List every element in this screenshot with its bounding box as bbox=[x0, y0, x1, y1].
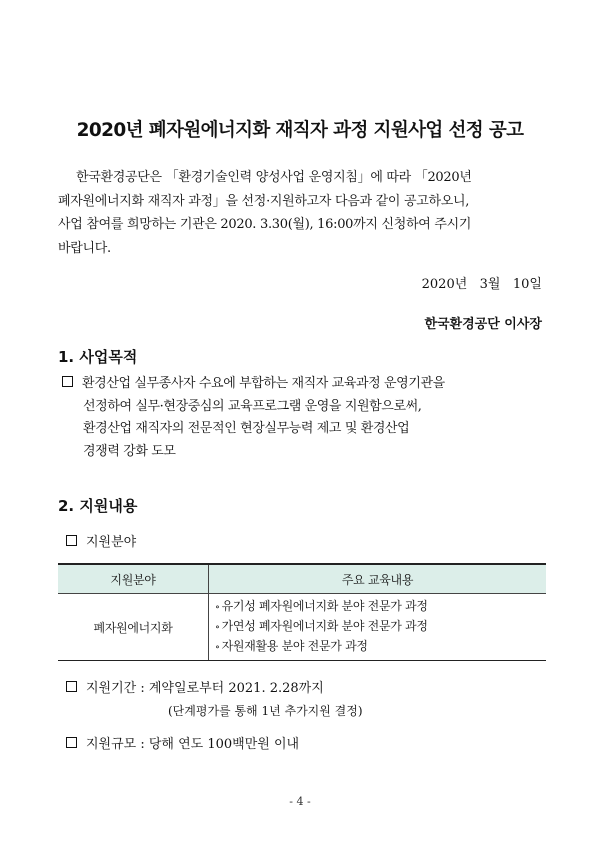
checkbox-bullet-icon bbox=[62, 376, 73, 387]
table-header-content: 주요 교육내용 bbox=[209, 564, 547, 594]
support-scale-text: 지원규모 : 당해 연도 100백만원 이내 bbox=[86, 737, 300, 752]
list-item bbox=[215, 617, 545, 637]
list-item-text: 유기성 폐자원에너지화 분야 전문가 과정 bbox=[221, 599, 428, 613]
intro-line: 한국환경공단은 「환경기술인력 양성사업 운영지침」에 따라 「2020년 bbox=[76, 170, 472, 185]
support-field-label bbox=[66, 531, 136, 550]
purpose-line: 환경산업 재직자의 전문적인 현장실무능력 제고 및 환경산업 bbox=[83, 421, 410, 436]
support-scale bbox=[66, 733, 299, 752]
list-item bbox=[215, 637, 545, 657]
list-item bbox=[215, 597, 545, 617]
support-table bbox=[58, 563, 546, 661]
table-header-field: 지원분야 bbox=[58, 564, 209, 594]
purpose-bullet bbox=[62, 373, 445, 463]
purpose-line: 선정하여 실무·현장중심의 교육프로그램 운영을 지원함으로써, bbox=[83, 398, 422, 414]
issuer-name: 한국환경공단 이사장 bbox=[424, 317, 542, 332]
circle-bullet-icon: ∘ bbox=[215, 622, 220, 633]
intro-line: 바랍니다. bbox=[58, 240, 111, 256]
table-header-row bbox=[58, 564, 546, 594]
intro-line: 폐자원에너지화 재직자 과정」을 선정·지원하고자 다음과 같이 공고하오니, bbox=[58, 193, 470, 209]
section-heading-content: 2. 지원내용 bbox=[58, 497, 138, 515]
page-title: 2020년 폐자원에너지화 재직자 과정 지원사업 선정 공고 bbox=[76, 120, 524, 141]
checkbox-bullet-icon bbox=[66, 681, 77, 692]
list-item-text: 가연성 폐자원에너지화 분야 전문가 과정 bbox=[221, 619, 428, 633]
circle-bullet-icon: ∘ bbox=[215, 602, 220, 613]
announcement-date: 2020년 3월 10일 bbox=[421, 277, 542, 292]
table-cell-content bbox=[209, 594, 547, 661]
checkbox-bullet-icon bbox=[66, 737, 77, 748]
support-period-text: 지원기간 : 계약일로부터 2021. 2.28까지 bbox=[86, 681, 324, 696]
support-period bbox=[66, 678, 363, 722]
intro-line: 사업 참여를 희망하는 기관은 2020. 3.30(월), 16:00까지 신청하여 주시기 bbox=[58, 217, 472, 232]
section-heading-purpose: 1. 사업목적 bbox=[58, 348, 138, 366]
support-period-note: (단계평가를 통해 1년 추가지원 결정) bbox=[168, 704, 363, 718]
checkbox-bullet-icon bbox=[66, 535, 77, 546]
table-cell-field: 폐자원에너지화 bbox=[58, 594, 209, 661]
list-item-text: 자원재활용 분야 전문가 과정 bbox=[221, 639, 368, 653]
support-field-label-text: 지원분야 bbox=[86, 535, 137, 550]
purpose-line: 경쟁력 강화 도모 bbox=[83, 443, 176, 459]
intro-paragraph bbox=[58, 166, 546, 260]
table-row bbox=[58, 594, 546, 661]
circle-bullet-icon: ∘ bbox=[215, 642, 220, 653]
purpose-line: 환경산업 실무종사자 수요에 부합하는 재직자 교육과정 운영기관을 bbox=[82, 376, 445, 391]
page-number: - 4 - bbox=[289, 795, 311, 808]
